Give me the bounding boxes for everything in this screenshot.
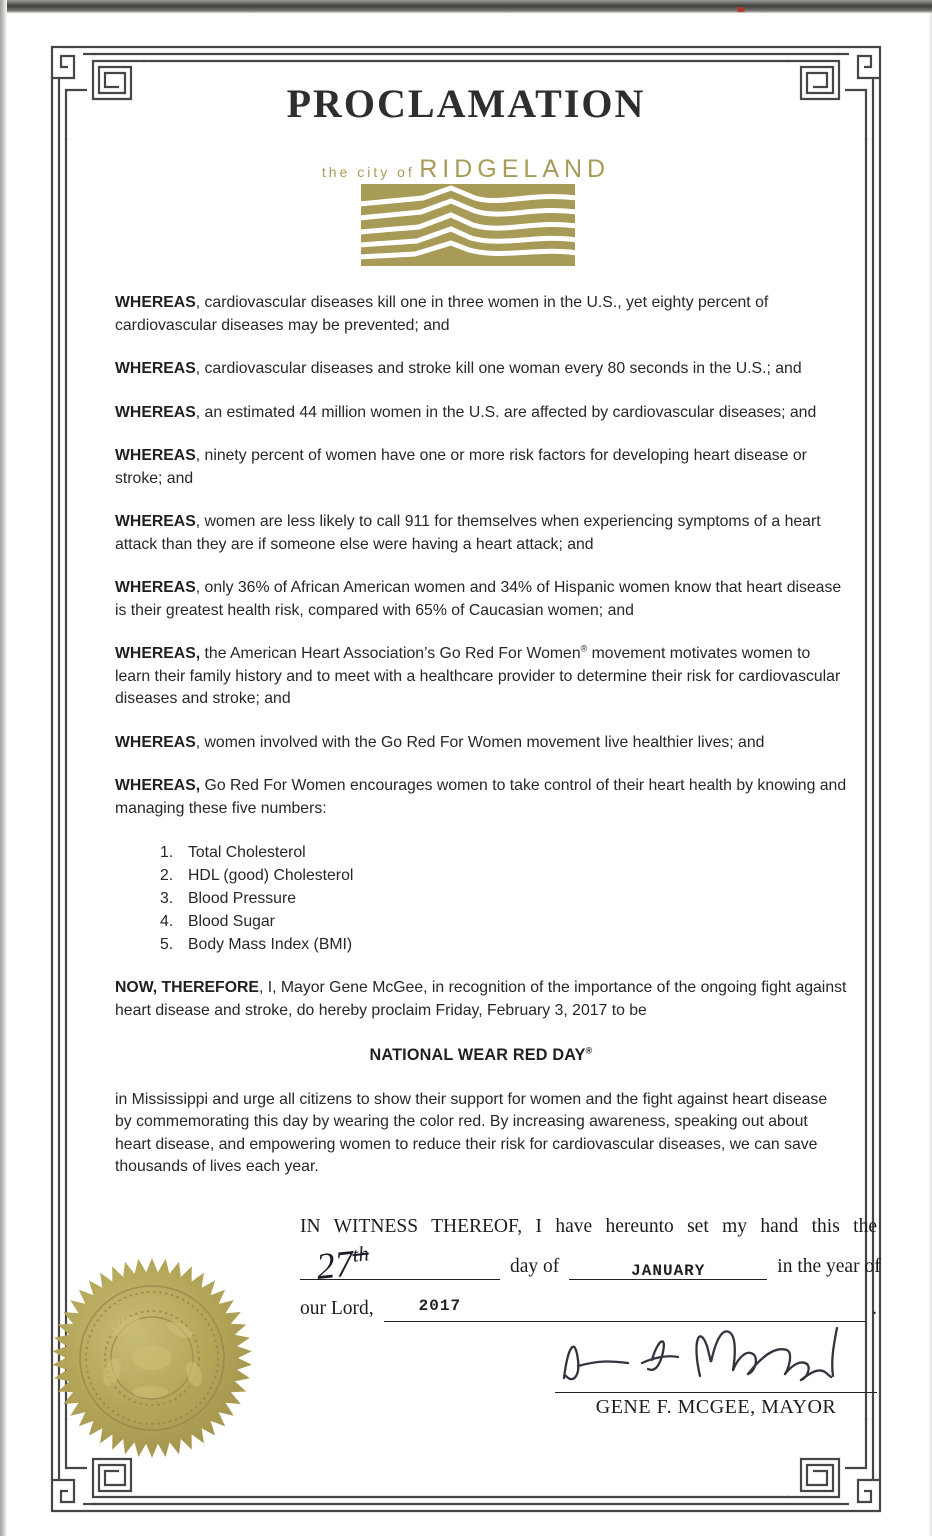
signature-area [300,1338,877,1418]
typed-month: JANUARY [631,1262,706,1280]
whereas-paragraph: WHEREAS, ninety percent of women have one or more risk factors for developing heart disease or stroke; and [115,447,807,487]
witness-block [300,1214,881,1418]
list-item: 1. Total Cholesterol [160,844,306,861]
list-item: 2. HDL (good) Cholesterol [160,867,354,884]
list-item: 4. Blood Sugar [160,913,275,930]
logo-prefix: the city of [321,164,415,180]
gold-embossed-seal [46,1252,258,1464]
list-item: 5. Body Mass Index (BMI) [160,936,353,953]
ridgeland-waves-logo [361,184,575,266]
our-lord-label: our Lord, [300,1298,374,1319]
sentence-period: . [872,1298,877,1319]
whereas-paragraph: WHEREAS, cardiovascular diseases kill one in three women in the U.S., yet eighty percent of cardiovascular diseases may be prevented; and [115,294,769,334]
witness-line: IN WITNESS THEREOF, I have hereunto set my hand this the [300,1216,877,1237]
year-of-label: in the year of [777,1256,881,1277]
logo-city-name: RIDGELAND [419,155,611,183]
therefore-paragraph: NOW, THEREFORE, I, Mayor Gene McGee, in recognition of the importance of the ongoing fight against heart disease and stroke, do hereby proclaim Friday, February 3, 2017 to be [115,979,847,1019]
whereas-paragraph: WHEREAS, women involved with the Go Red For Women movement live healthier lives; and [115,733,765,751]
typed-year: 2017 [418,1297,462,1315]
closing-paragraph: in Mississippi and urge all citizens to show their support for women and the fight against heart disease by commemorating this day by wearing the color red. By increasing awareness, speaking out about heart disease, and empowering women to reduce their risk for cardiovascular diseases, we can save thousands of lives each year. [115,1090,828,1175]
proclamation-title: PROCLAMATION [286,81,646,126]
day-blank-line [300,1241,500,1288]
signature-line [555,1392,877,1393]
list-item: 3. Blood Pressure [160,890,297,907]
handwritten-day: 27th [314,1241,370,1288]
date-line-row [300,1241,881,1288]
whereas-paragraph: WHEREAS, only 36% of African American women and 34% of Hispanic women know that heart disease is their greatest health risk, compared with 65% of Caucasian women; and [115,579,842,619]
whereas-paragraph: WHEREAS, cardiovascular diseases and stroke kill one woman every 80 seconds in the U.S.; and [115,360,802,377]
mayor-name: GENE F. MCGEE, MAYOR [595,1396,837,1418]
whereas-paragraph: WHEREAS, the American Heart Association’s Go Red For Women® movement motivates women to learn their family history and to meet with a healthcare provider to determine their risk for cardiovascular diseases and stroke; and [115,643,841,707]
month-blank-line [569,1255,767,1280]
registered-mark: ® [585,1045,593,1056]
whereas-paragraph: WHEREAS, Go Red For Women encourages women to take control of their heart health by knowing and managing these five numbers: [115,777,847,817]
whereas-paragraph: WHEREAS, an estimated 44 million women in the U.S. are affected by cardiovascular diseases; and [115,403,817,421]
city-logo-text [0,155,932,184]
red-day-heading: NATIONAL WEAR RED DAY® [369,1045,593,1064]
registered-mark: ® [580,643,588,654]
numbered-list [160,841,847,956]
day-of-label: day of [510,1256,560,1277]
whereas-paragraph: WHEREAS, women are less likely to call 911 for themselves when experiencing symptoms of a heart attack than they are if someone else were having a heart attack; and [115,513,821,553]
proclamation-body [115,292,847,1200]
mayor-signature-ink [548,1316,884,1400]
